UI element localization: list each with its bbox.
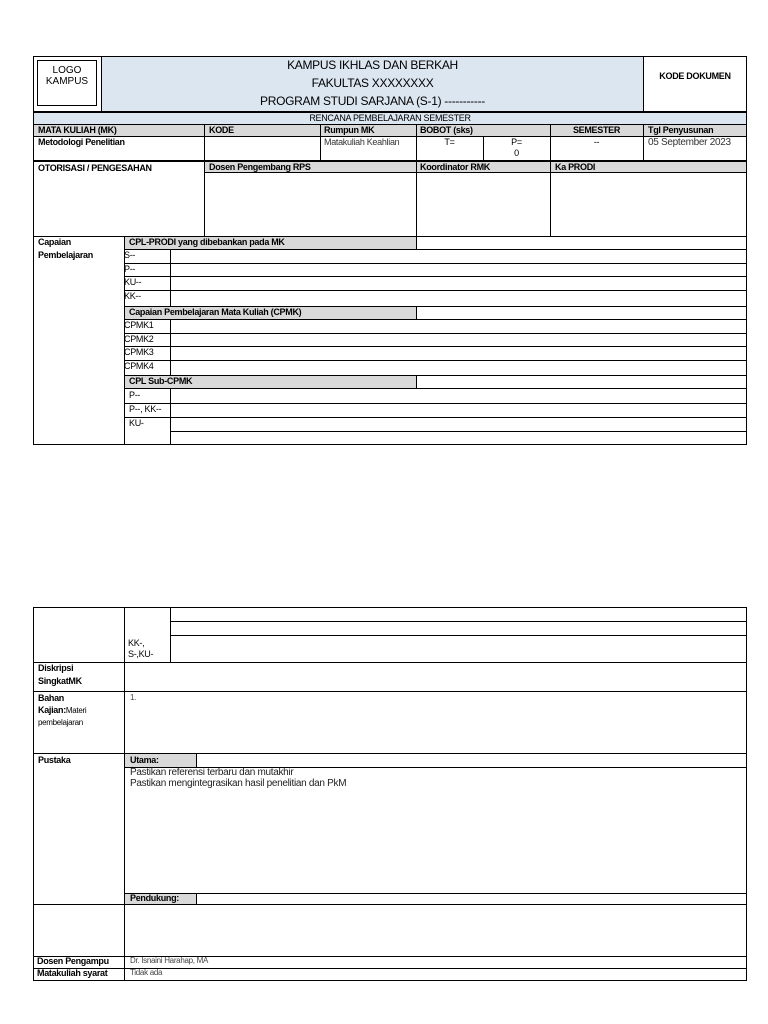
cpmk-header: Capaian Pembelajaran Mata Kuliah (CPMK) xyxy=(129,307,302,317)
otorisasi-label: OTORISASI / PENGESAHAN xyxy=(38,163,152,173)
kk-label-2: S-,KU- xyxy=(128,649,154,659)
dosen-pengampu-value: Dr. Isnaini Harahap, MA xyxy=(130,956,209,965)
rumpun-value: Matakuliah Keahlian xyxy=(324,137,400,147)
rps-title: RENCANA PEMBELAJARAN SEMESTER xyxy=(309,113,471,123)
tgl-value: 05 September 2023 xyxy=(648,137,731,148)
sub-cpmk-item: P--, KK-- xyxy=(129,404,162,414)
utama-label: Utama: xyxy=(130,755,159,765)
semester-header: SEMESTER xyxy=(572,125,621,135)
cpl-item: P-- xyxy=(124,264,136,274)
cpmk-item: CPMK2 xyxy=(124,334,154,344)
cpmk-item: CPMK3 xyxy=(124,347,154,357)
bobot-header: BOBOT (sks) xyxy=(420,125,473,135)
koordinator-label: Koordinator RMK xyxy=(420,162,490,172)
sub-cpmk-header: CPL Sub-CPMK xyxy=(129,376,193,386)
cpl-item: KK-- xyxy=(124,291,141,301)
cpmk-item: CPMK1 xyxy=(124,320,154,330)
kk-label-1: KK-, xyxy=(128,638,145,648)
bobot-p-value: P= xyxy=(511,137,522,147)
capaian-label-1: Capaian xyxy=(38,237,71,247)
cpmk-item: CPMK4 xyxy=(124,361,154,371)
bobot-t-value: T= xyxy=(444,137,455,147)
matakuliah-syarat-value: Tidak ada xyxy=(130,968,163,977)
bahan-kajian-bold: Kajian: xyxy=(38,705,66,715)
faculty-title: FAKULTAS XXXXXXXX xyxy=(311,76,434,90)
logo-text-2: KAMPUS xyxy=(45,76,89,87)
tgl-header: Tgl Penyusunan xyxy=(648,125,714,135)
sub-cpmk-item: KU- xyxy=(129,418,144,428)
kode-header: KODE xyxy=(209,125,234,135)
semester-value: -- xyxy=(593,137,600,147)
mata-kuliah-value: Metodologi Penelitian xyxy=(38,137,125,147)
capaian-label-2: Pembelajaran xyxy=(38,250,93,260)
dosen-pengampu-label: Dosen Pengampu xyxy=(37,956,109,966)
deskripsi-label-2: SingkatMK xyxy=(38,676,82,686)
logo-text-1: LOGO xyxy=(52,65,82,76)
pendukung-label: Pendukung: xyxy=(130,893,179,903)
cpl-item: KU-- xyxy=(124,277,142,287)
bahan-materi: Materi xyxy=(65,706,87,715)
utama-line-2: Pastikan mengintegrasikan hasil penelitian dan PkM xyxy=(130,778,347,789)
cpl-item: S-- xyxy=(124,250,136,260)
bahan-item: 1. xyxy=(130,693,137,702)
bahan-label-2 xyxy=(38,706,86,715)
kaprodi-label: Ka PRODI xyxy=(555,162,596,172)
matakuliah-syarat-label: Matakuliah syarat xyxy=(37,968,108,978)
dosen-pengembang-label: Dosen Pengembang RPS xyxy=(209,162,311,172)
utama-line-1: Pastikan referensi terbaru dan mutakhir xyxy=(130,767,294,778)
page2-frame xyxy=(33,607,747,981)
deskripsi-label-1: Diskripsi xyxy=(38,663,74,673)
institution-title: KAMPUS IKHLAS DAN BERKAH xyxy=(287,58,458,72)
rumpun-header: Rumpun MK xyxy=(324,125,375,135)
program-title: PROGRAM STUDI SARJANA (S-1) ----------- xyxy=(260,94,485,108)
bahan-label-3: pembelajaran xyxy=(38,718,83,727)
pustaka-label: Pustaka xyxy=(38,755,71,765)
bahan-label-1: Bahan xyxy=(38,693,65,703)
mata-kuliah-header: MATA KULIAH (MK) xyxy=(38,125,117,135)
kode-dokumen: KODE DOKUMEN xyxy=(659,71,731,81)
sub-cpmk-item: P-- xyxy=(129,390,141,400)
cpl-header: CPL-PRODI yang dibebankan pada MK xyxy=(129,237,285,247)
bobot-p-number: 0 xyxy=(514,148,519,158)
